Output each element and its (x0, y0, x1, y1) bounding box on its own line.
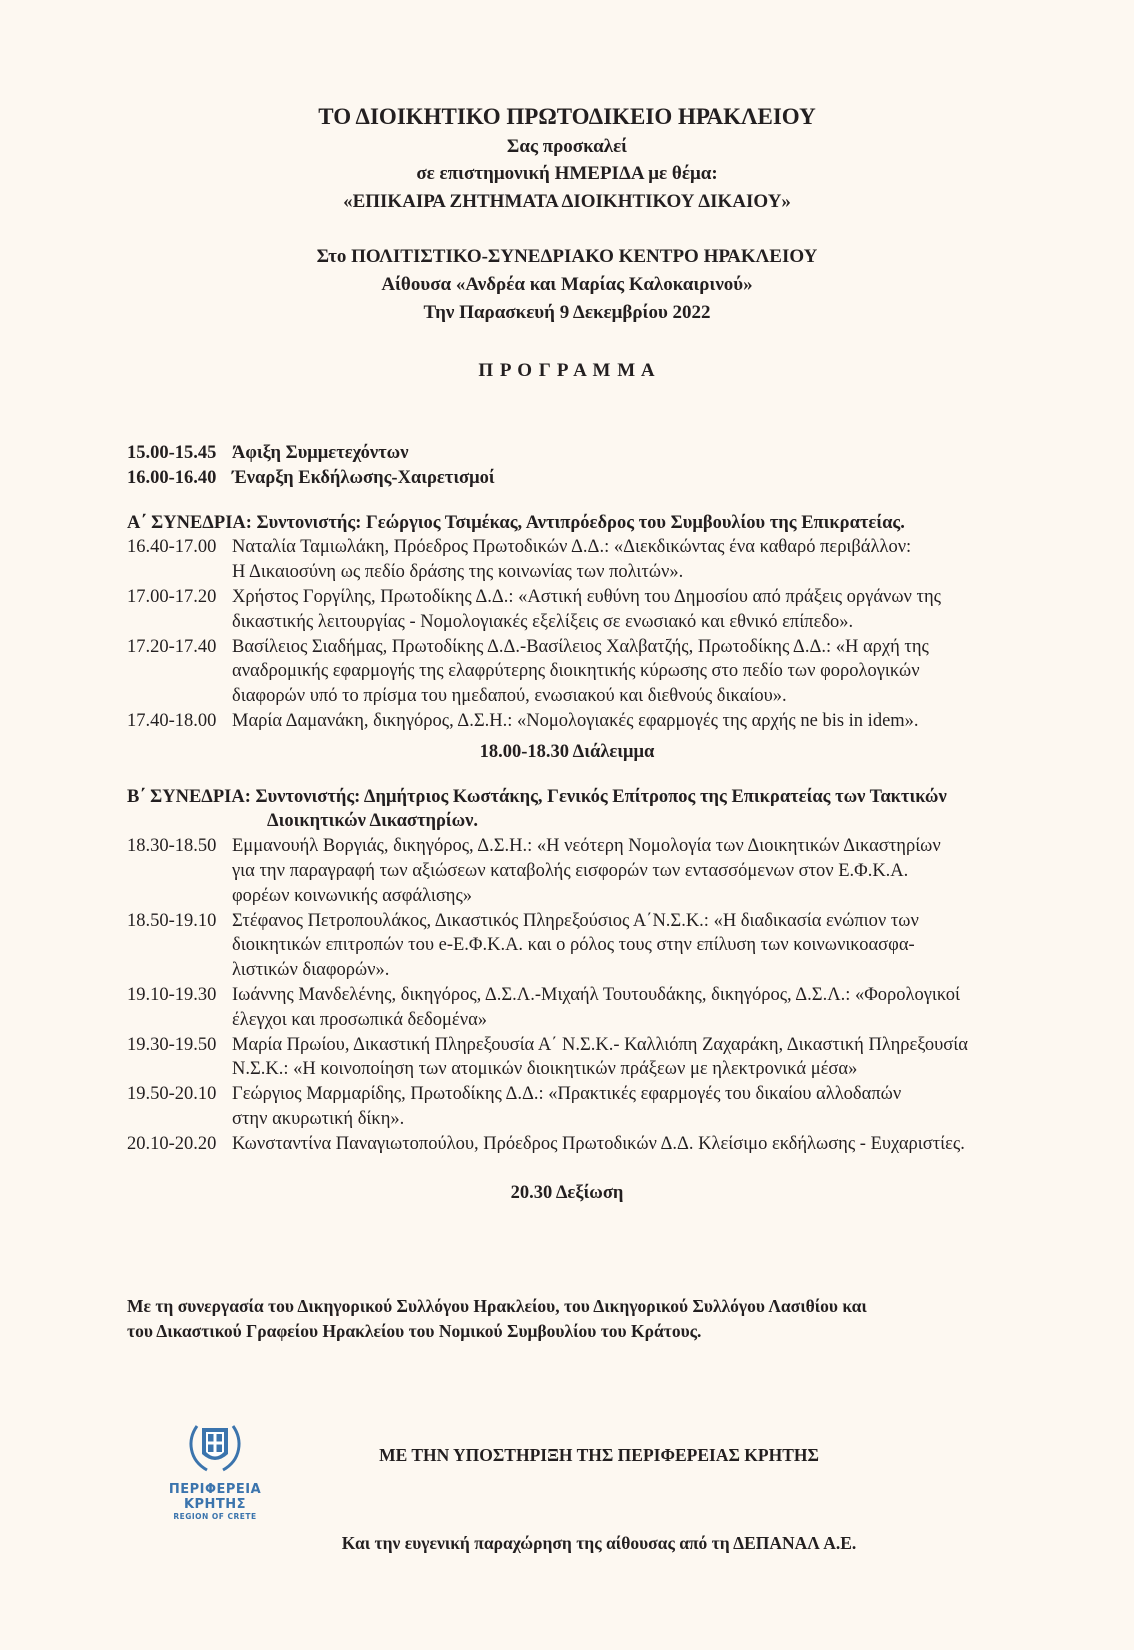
item-time: 18.50-19.10 (127, 910, 217, 931)
cooperation-line: Με τη συνεργασία του Δικηγορικού Συλλόγου Ηρακλείου, του Δικηγορικού Συλλόγου Λασιθίου και (127, 1296, 867, 1316)
item-time: 17.00-17.20 (127, 586, 217, 607)
item-description (232, 909, 919, 983)
item-line: για την παραγραφή των αξιώσεων καταβολής εισφορών των εντασσόμενων στον Ε.Φ.Κ.Α. (232, 860, 909, 881)
logo-name-greek: ΠΕΡΙΦΕΡΕΙΑ ΚΡΗΤΗΣ (168, 1482, 262, 1512)
item-description (232, 535, 911, 585)
item-description (232, 709, 919, 734)
item-line: διαφορών υπό το πρίσμα του ημεδαπού, ενωσιακού και διεθνούς δικαίου». (232, 686, 787, 707)
item-text: Άφιξη Συμμετεχόντων (232, 443, 409, 463)
program-item (127, 585, 1007, 635)
reception: 20.30 Δεξίωση (510, 1182, 624, 1203)
item-line: Ν.Σ.Κ.: «Η κοινοποίηση των ατομικών διοικητικών πράξεων με ηλεκτρονικά μέσα» (232, 1059, 858, 1080)
page-title: ΤΟ ΔΙΟΙΚΗΤΙΚΟ ΠΡΩΤΟΔΙΚΕΙΟ ΗΡΑΚΛΕΙΟΥ (318, 104, 816, 129)
event-date: Την Παρασκευή 9 Δεκεμβρίου 2022 (423, 302, 711, 323)
program-item (127, 909, 1007, 983)
item-line: έλεγχοι και προσωπικά δεδομένα» (232, 1009, 488, 1030)
item-time: 18.30-18.50 (127, 836, 217, 857)
cooperation-note (127, 1294, 867, 1344)
session-title: Διοικητικών Δικαστηρίων. (267, 811, 479, 832)
item-line: λιστικών διαφορών». (232, 960, 390, 981)
item-line: Χρήστος Γοργίλης, Πρωτοδίκης Δ.Δ.: «Αστική ευθύνη του Δημοσίου από πράξεις οργάνων της (232, 586, 941, 607)
break: 18.00-18.30 Διάλειμμα (479, 741, 655, 762)
item-time: 19.30-19.50 (127, 1034, 217, 1055)
region-of-crete-logo (150, 1420, 280, 1521)
item-time: 17.40-18.00 (127, 710, 217, 731)
program (127, 441, 1007, 1205)
program-item (127, 983, 1007, 1033)
opening-item (127, 466, 1007, 491)
event-line: σε επιστημονική ΗΜΕΡΙΔΑ με θέμα: (416, 163, 718, 184)
invitation-line: Σας προσκαλεί (506, 136, 628, 157)
item-time: 19.10-19.30 (127, 984, 217, 1005)
item-time: 19.50-20.10 (127, 1084, 217, 1105)
item-description (232, 1132, 965, 1157)
item-line: δικαστικής λειτουργίας - Νομολογιακές εξελίξεις σε ενωσιακό και εθνικό επίπεδο». (232, 611, 854, 632)
item-description (232, 1082, 901, 1132)
cooperation-line: του Δικαστικού Γραφείου Ηρακλείου του Νομικού Συμβουλίου του Κράτους. (127, 1321, 702, 1341)
venue-thanks: Και την ευγενική παραχώρηση της αίθουσας από τη ΔΕΠΑΝΑΛ Α.Ε. (341, 1533, 857, 1553)
program-item (127, 1082, 1007, 1132)
item-description (232, 635, 929, 709)
item-description (232, 983, 960, 1033)
item-line: Η Δικαιοσύνη ως πεδίο δράσης της κοινωνίας των πολιτών». (232, 562, 684, 583)
hall: Αίθουσα «Ανδρέα και Μαρίας Καλοκαιρινού» (381, 274, 753, 295)
item-description (232, 1033, 968, 1083)
item-line: διοικητικών επιτροπών του e-Ε.Φ.Κ.Α. και ο ρόλος τους στην επίλυση των κοινωνικοασφα- (232, 935, 915, 956)
event-theme: «ΕΠΙΚΑΙΡΑ ΖΗΤΗΜΑΤΑ ΔΙΟΙΚΗΤΙΚΟΥ ΔΙΚΑΙΟΥ» (343, 191, 791, 212)
program-item (127, 1132, 1007, 1157)
program-item (127, 1033, 1007, 1083)
item-line: Στέφανος Πετροπουλάκος, Δικαστικός Πληρεξούσιος Α΄Ν.Σ.Κ.: «Η διαδικασία ενώπιον των (232, 910, 919, 931)
item-description (232, 585, 941, 635)
item-description (232, 834, 941, 908)
item-line: αναδρομικής εφαρμογής της ελαφρύτερης διοικητικής κύρωσης στο πεδίο των φορολογικών (232, 661, 920, 682)
logo-name-english: REGION OF CRETE (173, 1512, 257, 1521)
item-time: 15.00-15.45 (127, 443, 217, 463)
item-line: Βασίλειος Σιαδήμας, Πρωτοδίκης Δ.Δ.-Βασίλειος Χαλβατζής, Πρωτοδίκης Δ.Δ.: «Η αρχή της (232, 636, 929, 657)
session-title: Β΄ ΣΥΝΕΔΡΙΑ: Συντονιστής: Δημήτριος Κωστάκης, Γενικός Επίτροπος της Επικρατείας των Τακτικών (127, 786, 947, 807)
item-line: Εμμανουήλ Βοργιάς, δικηγόρος, Δ.Σ.Η.: «Η νεότερη Νομολογία των Διοικητικών Δικαστηρίων (232, 836, 941, 857)
item-line: στην ακυρωτική δίκη». (232, 1108, 405, 1129)
item-time: 17.20-17.40 (127, 636, 217, 657)
venue: Στο ΠΟΛΙΤΙΣΤΙΚΟ-ΣΥΝΕΔΡΙΑΚΟ ΚΕΝΤΡΟ ΗΡΑΚΛΕΙΟΥ (316, 246, 818, 267)
opening-item (127, 441, 1007, 466)
item-time: 20.10-20.20 (127, 1133, 217, 1154)
item-time: 16.00-16.40 (127, 467, 217, 488)
item-line: Μαρία Δαμανάκη, δικηγόρος, Δ.Σ.Η.: «Νομολογιακές εφαρμογές της αρχής ne bis in idem». (232, 710, 919, 731)
item-line: Κωνσταντίνα Παναγιωτοπούλου, Πρόεδρος Πρωτοδικών Δ.Δ. Κλείσιμο εκδήλωσης - Ευχαριστίες. (232, 1133, 965, 1154)
session-title: Α΄ ΣΥΝΕΔΡΙΑ: Συντονιστής: Γεώργιος Τσιμέκας, Αντιπρόεδρος του Συμβουλίου της Επικρατείας. (127, 512, 905, 533)
program-title: Π Ρ Ο Γ Ρ Α Μ Μ Α (478, 360, 656, 381)
item-line: Γεώργιος Μαρμαρίδης, Πρωτοδίκης Δ.Δ.: «Πρακτικές εφαρμογές του δικαίου αλλοδαπών (232, 1084, 902, 1105)
item-line: Ναταλία Ταμιωλάκη, Πρόεδρος Πρωτοδικών Δ.Δ.: «Διεκδικώντας ένα καθαρό περιβάλλον: (232, 537, 912, 558)
program-item (127, 635, 1007, 709)
item-time: 16.40-17.00 (127, 537, 217, 558)
item-line: Μαρία Πρωίου, Δικαστική Πληρεξουσία Α΄ Ν.Σ.Κ.- Καλλιόπη Ζαχαράκη, Δικαστική Πληρεξουσία (232, 1034, 968, 1055)
support-note: ΜΕ ΤΗΝ ΥΠΟΣΤΗΡΙΞΗ ΤΗΣ ΠΕΡΙΦΕΡΕΙΑΣ ΚΡΗΤΗΣ (379, 1445, 819, 1465)
program-item (127, 834, 1007, 908)
item-line: Ιωάννης Μανδελένης, δικηγόρος, Δ.Σ.Λ.-Μιχαήλ Τουτουδάκης, δικηγόρος, Δ.Σ.Λ.: «Φορολογικοί (232, 984, 961, 1005)
item-text: Έναρξη Εκδήλωσης-Χαιρετισμοί (232, 467, 495, 488)
program-item (127, 709, 1007, 734)
program-item (127, 535, 1007, 585)
item-line: φορέων κοινωνικής ασφάλισης» (232, 885, 473, 906)
